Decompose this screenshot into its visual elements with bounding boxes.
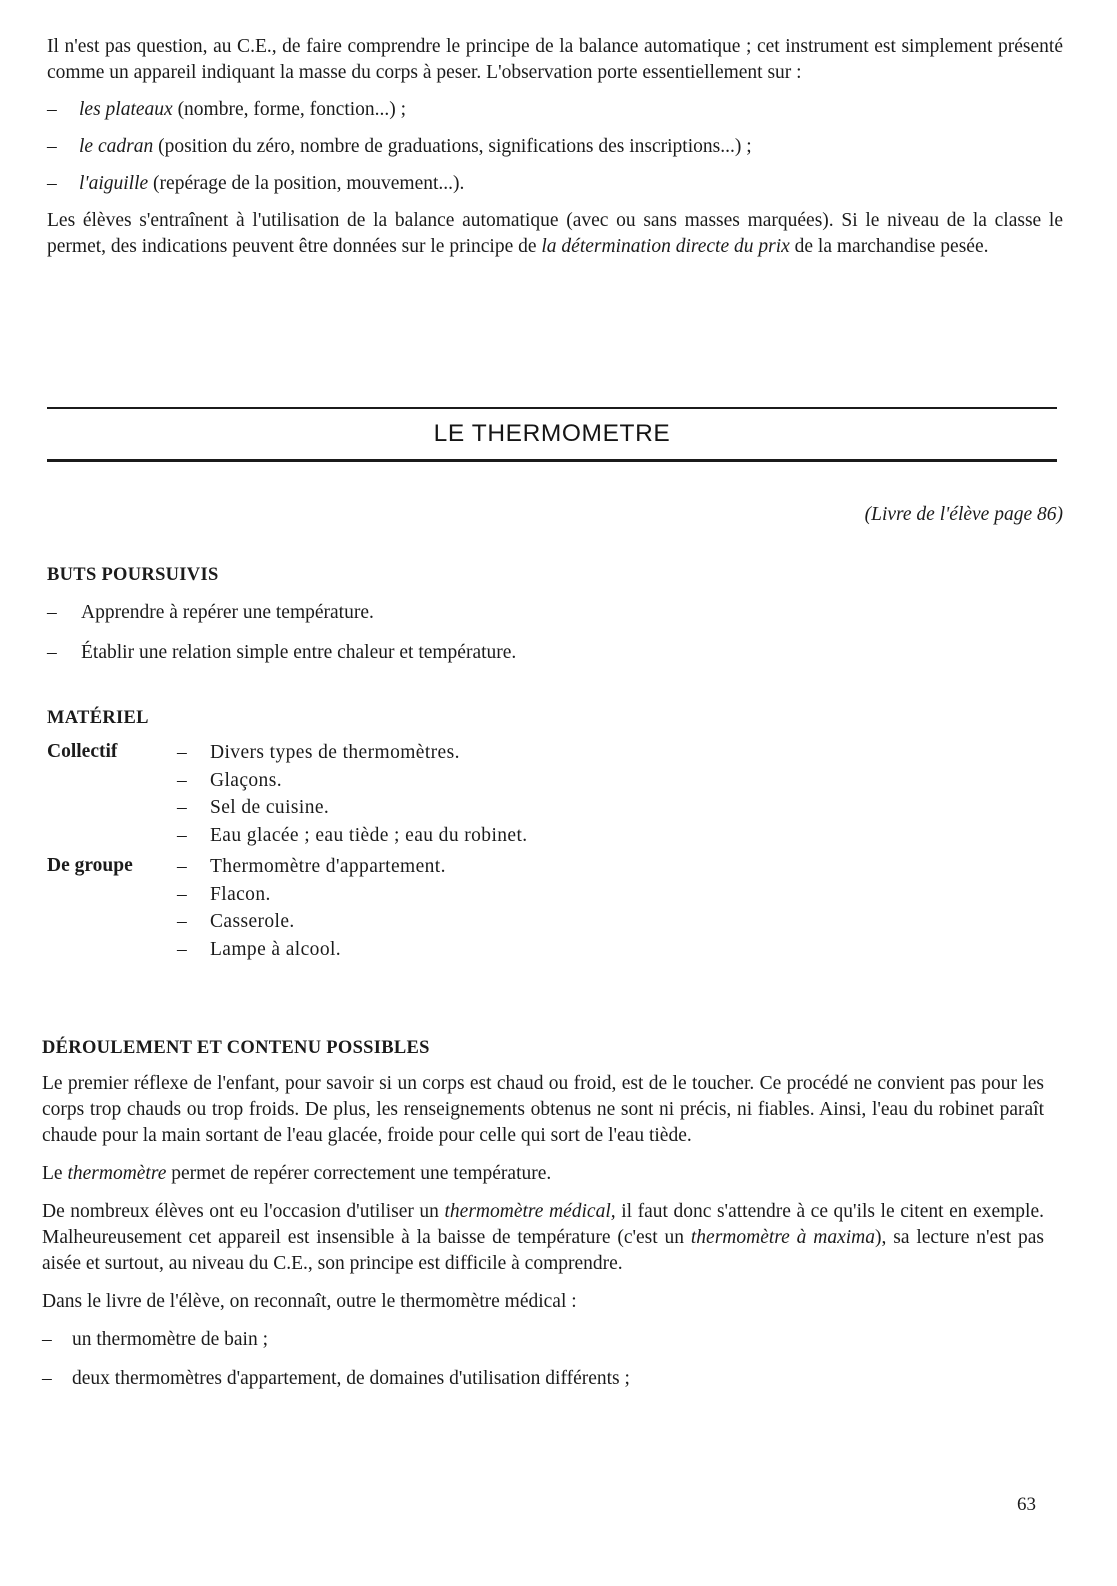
deroulement-paragraph-2 (42, 1161, 1044, 1187)
list-item-text: (repérage de la position, mouvement...). (148, 173, 465, 194)
list-item: – Glaçons. (177, 767, 528, 795)
section-title: LE THERMOMETRE (433, 420, 671, 447)
list-item-emphasis: les plateaux (79, 99, 173, 120)
materiel-group-de-groupe (47, 853, 1057, 963)
section-title-block (47, 407, 1057, 462)
materiel-group-label: De groupe (47, 855, 133, 876)
list-item: – Sel de cuisine. (177, 794, 528, 822)
materiel-section (47, 705, 1057, 967)
list-item: – Lampe à alcool. (177, 936, 446, 964)
goals-list (47, 600, 1057, 666)
paragraph-text: De nombreux élèves ont eu l'occasion d'utiliser un (42, 1201, 445, 1222)
list-item (47, 134, 1063, 160)
paragraph-text: Les élèves s'entraînent à l'utilisation de la balance automatique (avec ou sans masses marquées). Si le niveau de la classe le permet, des indications peuvent être données sur le principe de (47, 210, 1063, 257)
list-item: – Flacon. (177, 881, 446, 909)
paragraph-text: Le (42, 1163, 68, 1184)
list-item-emphasis: le cadran (79, 136, 154, 157)
page (42, 34, 1063, 1389)
paragraph-text: ), sa lecture n'est pas aisée et surtout, au niveau du C.E., son principe est difficile à comprendre. (42, 1227, 1044, 1274)
intro-section (47, 34, 1063, 260)
list-item: – Divers types de thermomètres. (177, 739, 528, 767)
materiel-items (177, 739, 528, 849)
list-item (47, 97, 1063, 123)
list-item-text: (position du zéro, nombre de graduations, significations des inscriptions...) ; (153, 136, 752, 157)
deroulement-paragraph-1: Le premier réflexe de l'enfant, pour savoir si un corps est chaud ou froid, est de le toucher. Ce procédé ne convient pas pour les corps trop chauds ou trop froids. De plus, les renseignements obtenus ne sont ni précis, ni fiables. Ainsi, l'eau du robinet paraît chaude pour la main sortant de l'eau glacée, froide pour celle qui sort de l'eau tiède. (42, 1073, 1044, 1146)
deroulement-paragraph-4: Dans le livre de l'élève, on reconnaît, outre le thermomètre médical : (42, 1291, 577, 1312)
paragraph-emphasis: thermomètre à maxima (690, 1227, 875, 1248)
paragraph-text: permet de repérer correctement une température. (166, 1163, 552, 1184)
materiel-group-collectif (47, 739, 1057, 849)
page-number: 63 (1017, 1494, 1036, 1515)
observation-list (47, 97, 1063, 197)
intro-paragraph-2 (47, 208, 1063, 260)
list-item-text: (nombre, forme, fonction...) ; (172, 99, 407, 120)
list-item: – deux thermomètres d'appartement, de domaines d'utilisation différents ; (42, 1366, 1044, 1392)
list-item: – Établir une relation simple entre chaleur et température. (47, 640, 1057, 666)
list-item: – un thermomètre de bain ; (42, 1327, 1044, 1353)
list-item-emphasis: l'aiguille (79, 173, 149, 194)
deroulement-heading: DÉROULEMENT ET CONTENU POSSIBLES (42, 1038, 430, 1058)
bottom-rule (47, 459, 1057, 462)
paragraph-emphasis: la détermination directe du prix (541, 236, 790, 257)
materiel-items (177, 853, 446, 963)
intro-paragraph-1: Il n'est pas question, au C.E., de faire comprendre le principe de la balance automatique ; cet instrument est simplement présenté comme un appareil indiquant la masse du corps à peser. L'observation porte essentiellement sur : (47, 36, 1063, 83)
deroulement-paragraph-3 (42, 1199, 1044, 1277)
list-item: – Apprendre à repérer une température. (47, 600, 1057, 626)
goals-section (47, 562, 1057, 680)
list-item: – Eau glacée ; eau tiède ; eau du robinet. (177, 822, 528, 850)
paragraph-text: il faut donc s'attendre à ce qu'ils le citent en exemple. Malheureusement cet appareil est insensible à la baisse de température (c'est un (42, 1201, 1044, 1248)
list-item: – Thermomètre d'appartement. (177, 853, 446, 881)
materiel-heading: MATÉRIEL (47, 708, 149, 728)
paragraph-emphasis: thermomètre (67, 1163, 167, 1184)
goals-heading: BUTS POURSUIVIS (47, 565, 219, 585)
book-reference: (Livre de l'élève page 86) (864, 504, 1063, 525)
list-item: – Casserole. (177, 908, 446, 936)
materiel-group-label: Collectif (47, 741, 118, 762)
thermometer-list (42, 1327, 1044, 1392)
list-item (47, 171, 1063, 197)
paragraph-text: de la marchandise pesée. (789, 236, 989, 257)
paragraph-emphasis: thermomètre médical, (444, 1201, 616, 1222)
deroulement-section (42, 1035, 1044, 1405)
